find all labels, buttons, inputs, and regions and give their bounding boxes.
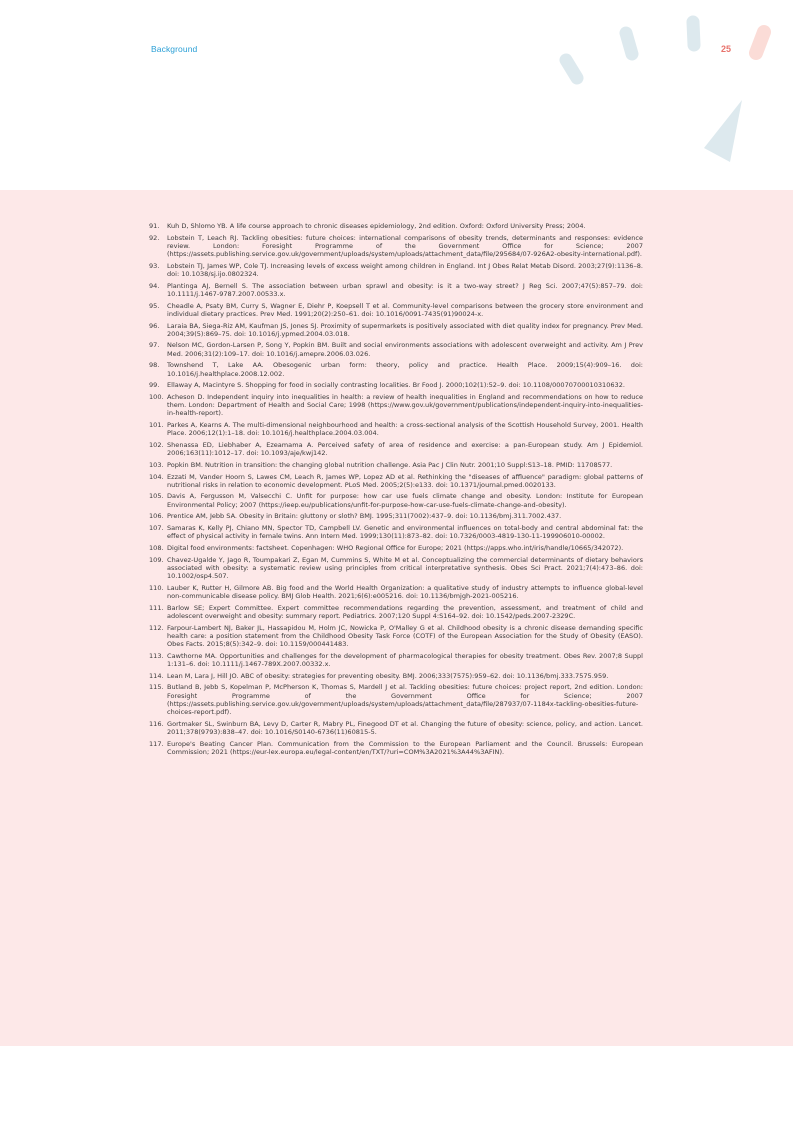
reference-number: 97. — [149, 341, 160, 350]
reference-text: Gortmaker SL, Swinburn BA, Levy D, Carter R, Mabry PL, Finegood DT et al. Changing the future of obesity: science, policy, and action. Lancet. 2011;378(9793):838–47. doi: 10.1016/S0140-6736(11)60815-5. — [167, 719, 643, 736]
reference-item — [149, 421, 643, 437]
reference-number: 113. — [149, 651, 164, 660]
reference-text: Prentice AM, Jebb SA. Obesity in Britain: gluttony or sloth? BMJ. 1995;311(7002):437–9. doi: 10.1136/bmj.311.7002.437. — [167, 512, 562, 521]
section-title: Background — [151, 44, 198, 54]
reference-number: 93. — [149, 261, 160, 270]
reference-text: Laraia BA, Siega-Riz AM, Kaufman JS, Jones SJ. Proximity of supermarkets is positively associated with diet quality index for pregnancy. Prev Med. 2004;39(5):869–75. doi: 10.1016/j.ypmed.2004.03.018. — [167, 321, 643, 338]
reference-item — [149, 556, 643, 581]
reference-text: Barlow SE; Expert Committee. Expert committee recommendations regarding the prevention, assessment, and treatment of child and adolescent overweight and obesity: summary report. Pediatrics. 2007;120 Suppl 4:S164–92. doi: 10.1542/peds.2007-2329C. — [167, 603, 643, 620]
reference-text: Samaras K, Kelly PJ, Chiano MN, Spector TD, Campbell LV. Genetic and environmental influences on total-body and central abdominal fat: the effect of physical activity in female twins. Ann Intern Med. 1999;130(11):873–82. doi: 10.7326/0003-4819-130-11-199906010-00002. — [167, 524, 643, 541]
reference-number: 91. — [149, 222, 160, 230]
reference-text: Lobstein TJ, James WP, Cole TJ. Increasing levels of excess weight among children in England. Int J Obes Relat Metab Disord. 2003;27(9):1136–8. doi: 10.1038/sj.ijo.0802324. — [167, 261, 643, 279]
reference-text: Butland B, Jebb S, Kopelman P, McPherson K, Thomas S, Mardell J et al. Tackling obesities: future choices: project report, 2nd edition. London: Foresight Programme of the Government Office for Science; 2007 (https://assets.publishing.service.gov.uk/government/uploads/system/uploads/attachment_data/file/287937/07-1184x-tackling-obesities-future-choices-report.pdf). — [167, 683, 643, 716]
reference-text: Lauber K, Rutter H, Gilmore AB. Big food and the World Health Organization: a qualitative study of industry attempts to influence global-level non-communicable disease policy. BMJ Glob Health. 2021;6(6):e005216. doi: 10.1136/bmjgh-2021-005216. — [167, 583, 643, 601]
reference-number: 112. — [149, 623, 164, 632]
reference-text: Parkes A, Kearns A. The multi-dimensional neighbourhood and health: a cross-sectional analysis of the Scottish Household Survey, 2001. Health Place. 2006;12(1):1–18. doi: 10.1016/j.healthplace.2004.03.004. — [167, 421, 643, 438]
reference-item — [149, 441, 643, 457]
reference-item — [149, 282, 643, 298]
reference-text: Europe's Beating Cancer Plan. Communication from the Commission to the European Parliament and the Council. Brussels: European Commission; 2021 (https://eur-lex.europa.eu/legal-content/en/TXT/?uri=COM%3A2021%3A44%3AFIN). — [167, 739, 643, 756]
reference-number: 103. — [149, 460, 164, 469]
reference-text: Popkin BM. Nutrition in transition: the changing global nutrition challenge. Asia Pac J Clin Nutr. 2001;10 Suppl:S13–18. PMID: 11708577. — [167, 460, 613, 469]
reference-number: 105. — [149, 492, 164, 501]
reference-item — [149, 393, 643, 418]
reference-text: Lean M, Lara J, Hill JO. ABC of obesity: strategies for preventing obesity. BMJ. 2006;333(7575):959–62. doi: 10.1136/bmj.333.7575.959. — [167, 671, 609, 680]
reference-item — [149, 473, 643, 489]
reference-item — [149, 512, 643, 520]
reference-number: 98. — [149, 361, 160, 370]
reference-text: Shenassa ED, Liebhaber A, Ezeamama A. Perceived safety of area of residence and exercise: a pan-European study. Am J Epidemiol. 2006;163(11):1012–17. doi: 10.1093/aje/kwj142. — [167, 440, 643, 458]
reference-number: 109. — [149, 555, 164, 564]
reference-number: 111. — [149, 603, 164, 612]
reference-item — [149, 720, 643, 736]
reference-number: 104. — [149, 472, 164, 481]
reference-text: Ezzati M, Vander Hoorn S, Lawes CM, Leach R, James WP, Lopez AD et al. Rethinking the "diseases of affluence" paradigm: global patterns of nutritional risks in relation to economic development. PLoS Med. 2005;2(5):e133. doi: 10.1371/journal.pmed.0020133. — [167, 472, 643, 489]
reference-text: Plantinga AJ, Bernell S. The association between urban sprawl and obesity: is it a two-way street? J Reg Sci. 2007;47(5):857–79. doi: 10.1111/j.1467-9787.2007.00533.x. — [167, 281, 643, 298]
reference-item — [149, 652, 643, 668]
reference-text: Lobstein T, Leach RJ. Tackling obesities: future choices: international comparisons of obesity trends, determinants and responses: evidence review. London: Foresight Programme of the Government Office for Science; 2007 (https://assets.publishing.service.gov.uk/government/uploads/system/uploads/attachment_data/file/295684/07-926A2-obesity-international.pdf). — [167, 233, 643, 259]
reference-item — [149, 381, 643, 389]
reference-number: 114. — [149, 671, 164, 680]
reference-number: 95. — [149, 301, 160, 310]
reference-item — [149, 624, 643, 649]
reference-text: Davis A, Fergusson M, Valsecchi C. Unfit for purpose: how car use fuels climate change and obesity. London: Institute for European Environmental Policy; 2007 (https://ieep.eu/publications/unfit-for-purpose-how-car-use-fuels-climate-change-and-obesity). — [167, 492, 643, 509]
reference-text: Cawthorne MA. Opportunities and challenges for the development of pharmacological therapies for obesity treatment. Obes Rev. 2007;8 Suppl 1:131–6. doi: 10.1111/j.1467-789X.2007.00332.x. — [167, 651, 643, 668]
reference-text: Farpour-Lambert NJ, Baker JL, Hassapidou M, Holm JC, Nowicka P, O'Malley G et al. Childhood obesity is a chronic disease demanding specific health care: a position statement from the Childhood Obesity Task Force (COTF) of the European Association for the Study of Obesity (EASO). Obes Facts. 2015;8(5):342–9. doi: 10.1159/000441483. — [167, 623, 643, 649]
reference-text: Ellaway A, Macintyre S. Shopping for food in socially contrasting localities. Br Food J. 2000;102(1):52–9. doi: 10.1108/00070700010310632. — [167, 381, 625, 390]
reference-item — [149, 302, 643, 318]
reference-number: 106. — [149, 512, 164, 521]
reference-number: 99. — [149, 381, 160, 390]
reference-item — [149, 683, 643, 716]
reference-text: Nelson MC, Gordon-Larsen P, Song Y, Popkin BM. Built and social environments associations with adolescent overweight and activity. Am J Prev Med. 2006;31(2):109–17. doi: 10.1016/j.amepre.2006.03.026. — [167, 341, 643, 358]
reference-number: 110. — [149, 583, 164, 592]
reference-number: 100. — [149, 392, 164, 401]
reference-item — [149, 524, 643, 540]
reference-number: 92. — [149, 233, 160, 242]
reference-text: Acheson D. Independent inquiry into inequalities in health: a review of health inequalities in England and recommendations on how to reduce them. London: Department of Health and Social Care; 1998 (https://www.gov.uk/government/publications/independent-inquiry-into-inequalities-in-health-report). — [167, 392, 643, 418]
reference-number: 94. — [149, 281, 160, 290]
reference-item — [149, 262, 643, 278]
reference-number: 117. — [149, 739, 164, 748]
reference-item — [149, 740, 643, 756]
reference-text: Digital food environments: factsheet. Copenhagen: WHO Regional Office for Europe; 2021 (https://apps.who.int/iris/handle/10665/342072). — [167, 544, 624, 552]
reference-number: 107. — [149, 524, 164, 533]
reference-item — [149, 672, 643, 680]
reference-number: 108. — [149, 544, 164, 552]
reference-number: 101. — [149, 421, 164, 430]
reference-number: 115. — [149, 683, 164, 692]
reference-item — [149, 604, 643, 620]
references-panel — [0, 190, 793, 1046]
reference-text: Townshend T, Lake AA. Obesogenic urban form: theory, policy and practice. Health Place. 2009;15(4):909–16. doi: 10.1016/j.healthplace.2008.12.002. — [167, 361, 643, 378]
reference-list — [149, 222, 643, 759]
page-header — [0, 0, 793, 190]
reference-text: Cheadle A, Psaty BM, Curry S, Wagner E, Diehr P, Koepsell T et al. Community-level comparisons between the grocery store environment and individual dietary practices. Prev Med. 1991;20(2):250–61. doi: 10.1016/0091-7435(91)90024-x. — [167, 301, 643, 318]
reference-number: 102. — [149, 440, 164, 449]
reference-text: Kuh D, Shlomo YB. A life course approach to chronic diseases epidemiology, 2nd edition. Oxford: Oxford University Press; 2004. — [167, 222, 586, 230]
reference-item — [149, 322, 643, 338]
reference-item — [149, 361, 643, 377]
reference-item — [149, 461, 643, 469]
reference-item — [149, 234, 643, 259]
reference-item — [149, 584, 643, 600]
decorative-shapes — [540, 0, 793, 190]
reference-item — [149, 544, 643, 552]
reference-number: 116. — [149, 719, 164, 728]
reference-item — [149, 341, 643, 357]
reference-text: Chavez-Ugalde Y, Jago R, Toumpakari Z, Egan M, Cummins S, White M et al. Conceptualizing the commercial determinants of dietary behaviors associated with obesity: a systematic review using principles from critical interpretative synthesis. Obes Sci Pract. 2021;7(4):473–86. doi: 10.1002/osp4.507. — [167, 555, 643, 581]
page-number: 25 — [721, 44, 732, 54]
reference-number: 96. — [149, 321, 160, 330]
reference-item — [149, 222, 643, 230]
reference-item — [149, 492, 643, 508]
